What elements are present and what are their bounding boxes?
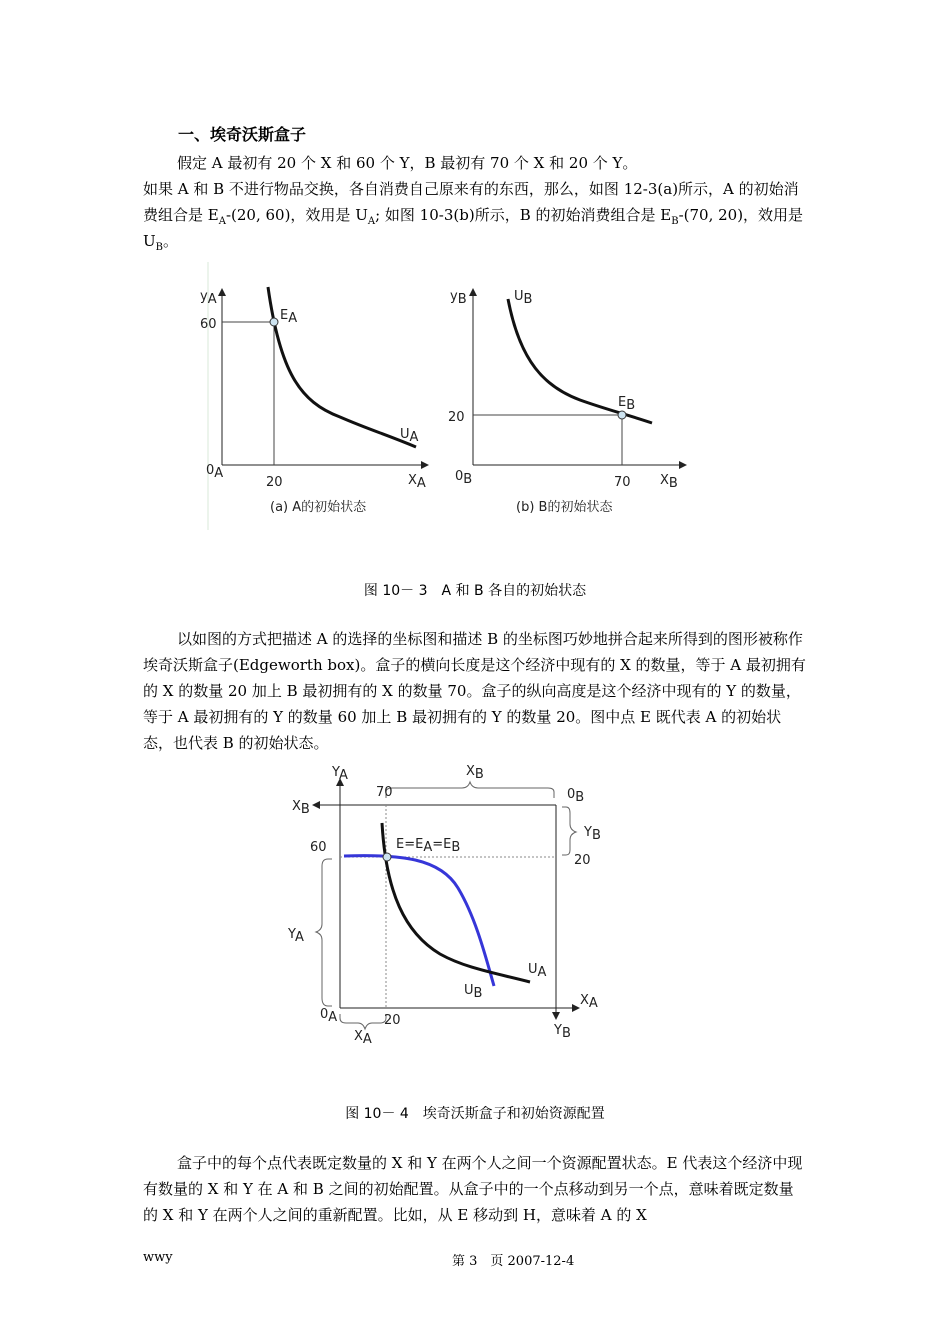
xa-brace [340,1014,386,1029]
panel-b-x-arrow-icon [679,461,687,469]
panel-b-point-e [618,411,626,419]
label-yb-right: YB [584,825,601,843]
footer-author: wwy [143,1250,173,1265]
label-oa: 0A [320,1007,338,1025]
panel-b-x-label: XB [660,473,678,491]
label-xa-right: XA [580,993,598,1011]
panel-b-y-label: yB [450,289,467,307]
panel-a-y-label: yA [200,289,217,307]
xb-brace [386,782,554,798]
label-e: E=EA=EB [396,837,461,855]
panel-a-y-arrow-icon [218,288,226,296]
label-ob: 0B [567,787,585,805]
figure-initial-states [200,262,700,532]
figure-2-caption: 图 10－ 4 埃奇沃斯盒子和初始资源配置 [345,1106,605,1122]
panel-b-point-label: EB [618,395,636,413]
panel-b-curve-label: UB [514,289,533,307]
panel-a-x-tick: 20 [266,475,283,490]
footer-page-date: 第 3 页 2007-12-4 [452,1254,575,1269]
label-xa-bottom: XA [354,1029,372,1047]
paragraph-intro: 如果 A 和 B 不进行物品交换，各自消费自己原来有的东西，那么，如图 12-3(a)所示，A 的初始消费组合是 $E_A-(20$, 60)，效用是 $U_A$; 如图 10-3(b)所示，B 的初始消费组合是 $E_B-(70$, 20)，效用是 $U_B$。 [143,180,804,253]
label-ua: UA [528,962,547,980]
panel-a-point-e [270,318,278,326]
panel-b-y-arrow-icon [469,288,477,296]
section-title: 一、埃奇沃斯盒子 [178,125,307,144]
ya-brace [316,859,332,1006]
panel-b-x-tick: 70 [614,475,631,490]
tick-60: 60 [310,840,327,855]
label-ya: YA [332,765,348,783]
figure-edgeworth-box [280,758,640,1058]
xa-arrow-icon [572,1004,580,1012]
panel-b-caption: (b) B的初始状态 [516,500,613,515]
panel-a-curve-label: UA [400,427,419,445]
paragraph-allocation: 盒子中的每个点代表既定数量的 X 和 Y 在两个人之间一个资源配置状态。E 代表这个经济中现有数量的 X 和 Y 在 A 和 B 之间的初始配置。从盒子中的一个点移动到另一个点，意味着既定数量的 X 和 Y 在两个人之间的重新配置。比如，从 E 移动到 H，意味着 A 的 X [143,1154,803,1224]
panel-a-caption: (a) A的初始状态 [270,500,367,515]
point-e [383,853,391,861]
yb-arrow-icon [552,1012,560,1020]
panel-a-origin: 0A [206,463,224,481]
paragraph-intro-line1: 假定 A 最初有 20 个 X 和 60 个 Y，B 最初有 70 个 X 和 20 个 Y。 [177,154,638,172]
label-yb-bottom: YB [554,1023,571,1041]
label-ya-left: YA [288,927,304,945]
paragraph-edgeworth-box: 以如图的方式把描述 A 的选择的坐标图和描述 B 的坐标图巧妙地拼合起来所得到的图形被称作埃奇沃斯盒子(Edgeworth box)。盒子的横向长度是这个经济中现有的 X 的数量，等于 A 最初拥有的 X 的数量 20 加上 B 最初拥有的 X 的数量 70。盒子的纵向高度是这个经济中现有的 Y 的数量，等于 A 最初拥有的 Y 的数量 60 加上 B 最初拥有的 Y 的数量 20。图中点 E 既代表 A 的初始状态，也代表 B 的初始状态。 [143,630,806,752]
figure-1-caption: 图 10－ 3 A 和 B 各自的初始状态 [363,583,587,599]
panel-b [448,288,687,515]
panel-a-x-arrow-icon [421,461,429,469]
panel-b-origin: 0B [455,469,473,487]
panel-b-y-tick: 20 [448,410,465,425]
tick-70: 70 [376,785,393,800]
yb-brace [562,807,576,855]
xb-arrow-icon [312,801,320,809]
tick-20-bottom: 20 [384,1013,401,1028]
label-ub: UB [464,983,483,1001]
panel-a [200,287,429,515]
tick-20-right: 20 [574,853,591,868]
panel-a-x-label: XA [408,473,426,491]
panel-a-y-tick: 60 [200,317,217,332]
label-xb-left: XB [292,799,310,817]
label-xb-top: XB [466,764,484,782]
panel-a-point-label: EA [280,308,298,326]
